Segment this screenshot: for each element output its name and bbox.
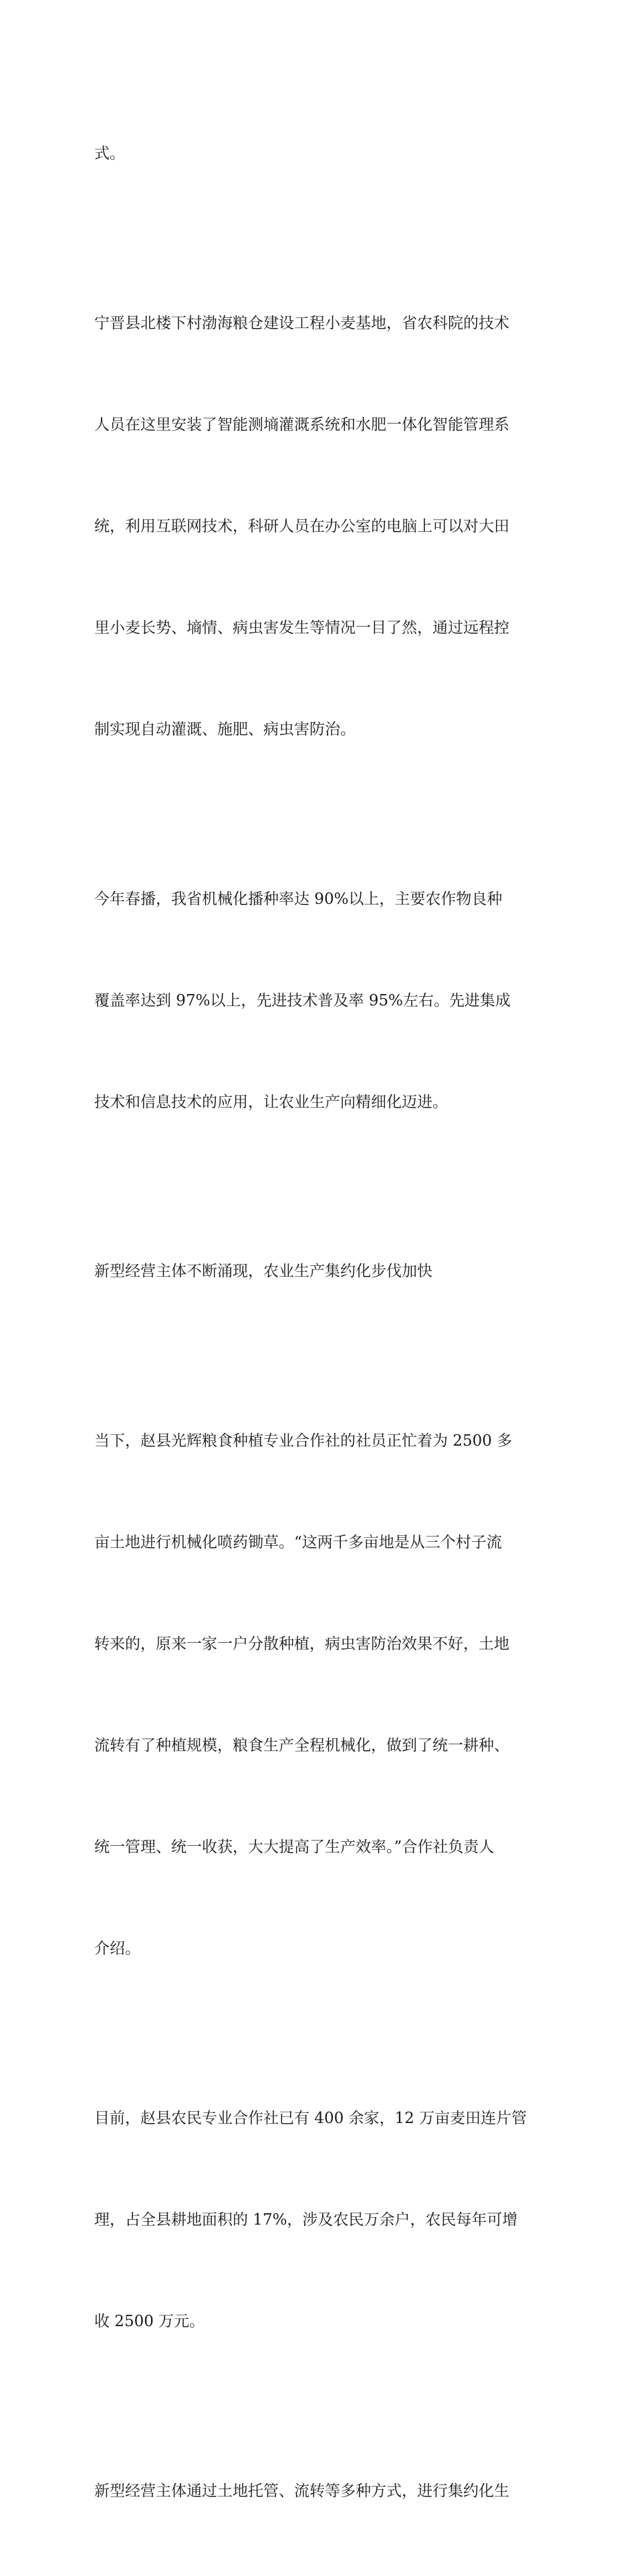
text-line: 新型经营主体通过土地托管、流转等多种方式，进行集约化生 — [94, 2482, 509, 2500]
text-line: 人员在这里安装了智能测墒灌溉系统和水肥一体化智能管理系 — [94, 416, 509, 434]
paragraph-6 — [94, 2034, 549, 2407]
document-body — [94, 69, 549, 2576]
text-line: 转来的，原来一家一户分散种植，病虫害防治效果不好，土地 — [94, 1635, 509, 1653]
paragraph-1 — [94, 69, 549, 239]
text-line: 当下，赵县光辉粮食种植专业合作社的社员正忙着为 2500 多 — [94, 1432, 513, 1450]
text-line: 介绍。 — [94, 1940, 140, 1958]
text-line: 统，利用互联网技术，科研人员在办公室的电脑上可以对大田 — [94, 518, 509, 536]
text-line: 宁晋县北楼下村渤海粮仓建设工程小麦基地，省农科院的技术 — [94, 314, 509, 332]
text-line: 理，占全县耕地面积的 17%，涉及农民万余户，农民每年可增 — [94, 2211, 518, 2229]
text-line: 技术和信息技术的应用，让农业生产向精细化迈进。 — [94, 1093, 448, 1111]
paragraph-2 — [94, 239, 549, 815]
text-line: 今年春播，我省机械化播种率达 90%以上，主要农作物良种 — [94, 890, 503, 908]
paragraph-5 — [94, 1357, 549, 2034]
text-line: 收 2500 万元。 — [94, 2313, 205, 2331]
section-heading — [94, 1187, 549, 1357]
text-line: 目前，赵县农民专业合作社已有 400 余家，12 万亩麦田连片管 — [94, 2109, 527, 2127]
text-line: 制实现自动灌溉、施肥、病虫害防治。 — [94, 721, 356, 739]
text-line: 覆盖率达到 97%以上，先进技术普及率 95%左右。先进集成 — [94, 991, 511, 1009]
text-line: 统一管理、统一收获，大大提高了生产效率。”合作社负责人 — [94, 1838, 495, 1857]
paragraph-7 — [94, 2406, 549, 2576]
text-line: 里小麦长势、墒情、病虫害发生等情况一目了然，通过远程控 — [94, 619, 509, 637]
text-line: 亩土地进行机械化喷药锄草。“这两千多亩地是从三个村子流 — [94, 1534, 502, 1552]
paragraph-3 — [94, 814, 549, 1187]
text-line: 新型经营主体不断涌现，农业生产集约化步伐加快 — [94, 1263, 432, 1281]
text-line: 式。 — [94, 145, 125, 163]
text-line: 流转有了种植规模，粮食生产全程机械化，做到了统一耕种、 — [94, 1737, 509, 1755]
